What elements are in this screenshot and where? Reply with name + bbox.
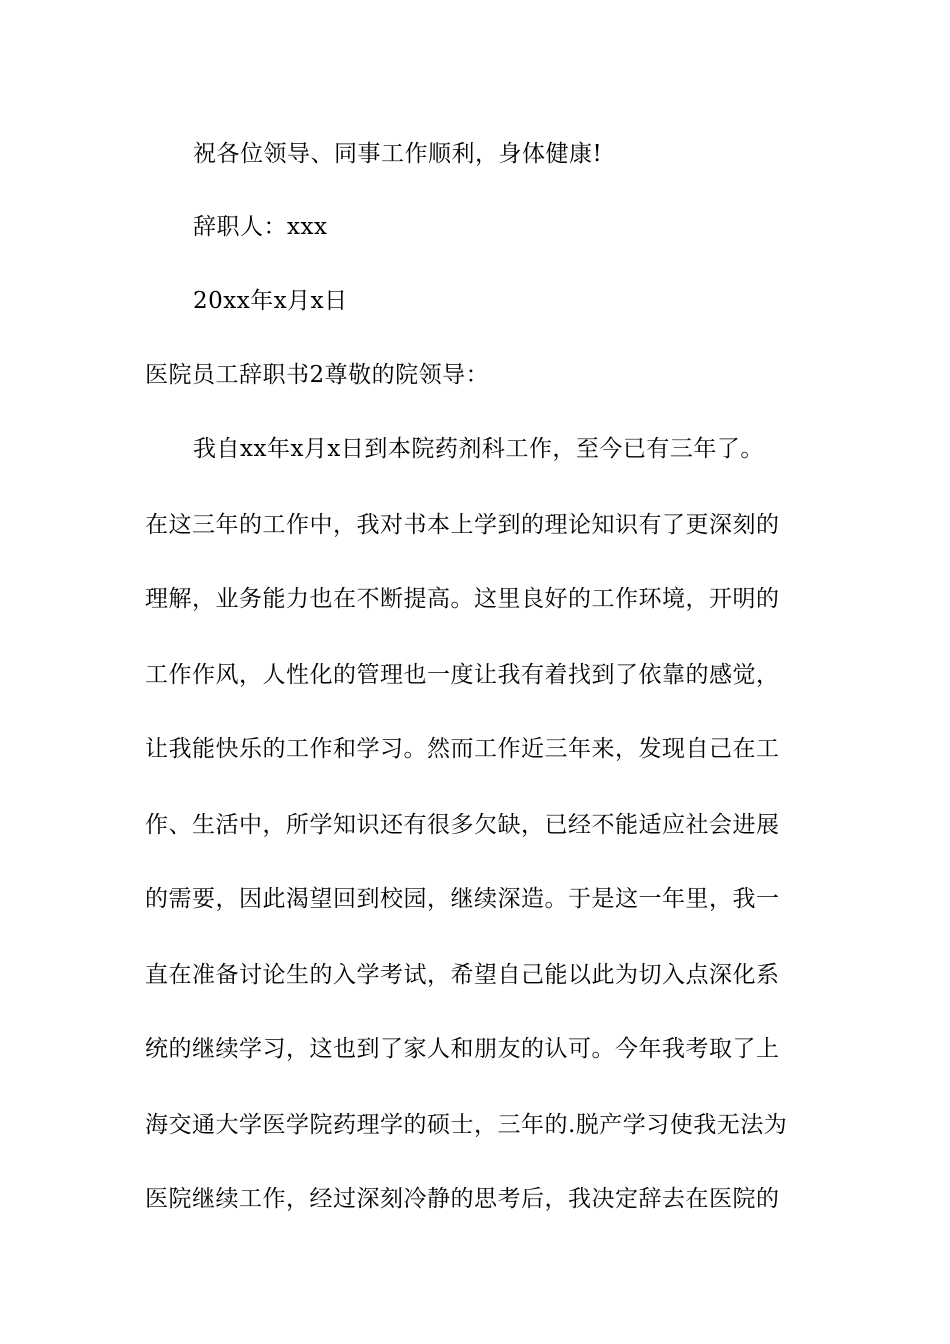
- paragraph-line: 工作作风，人性化的管理也一度让我有着找到了依靠的感觉，: [145, 662, 780, 688]
- paragraph-line: 理解，业务能力也在不断提高。这里良好的工作环境，开明的: [145, 586, 780, 612]
- paragraph-line: 海交通大学医学院药理学的硕士，三年的.脱产学习使我无法为: [145, 1112, 788, 1138]
- paragraph-line: 直在准备讨论生的入学考试，希望自己能以此为切入点深化系: [145, 962, 780, 988]
- closing-wish: 祝各位领导、同事工作顺利，身体健康!: [193, 141, 603, 167]
- paragraph-line: 的需要，因此渴望回到校园，继续深造。于是这一年里，我一: [145, 886, 780, 912]
- date-line: 20xx年x月x日: [193, 288, 348, 314]
- paragraph-line: 让我能快乐的工作和学习。然而工作近三年来，发现自己在工: [145, 736, 780, 762]
- paragraph-line: 统的继续学习，这也到了家人和朋友的认可。今年我考取了上: [145, 1036, 780, 1062]
- signer-line: 辞职人：xxx: [193, 214, 328, 240]
- paragraph-line: 医院继续工作，经过深刻冷静的思考后，我决定辞去在医院的: [145, 1186, 780, 1212]
- paragraph-line: 作、生活中，所学知识还有很多欠缺，已经不能适应社会进展: [145, 812, 780, 838]
- letter-heading: 医院员工辞职书2尊敬的院领导：: [145, 362, 490, 388]
- paragraph-line: 在这三年的工作中，我对书本上学到的理论知识有了更深刻的: [145, 512, 780, 538]
- paragraph-line: 我自xx年x月x日到本院药剂科工作，至今已有三年了。: [193, 436, 764, 462]
